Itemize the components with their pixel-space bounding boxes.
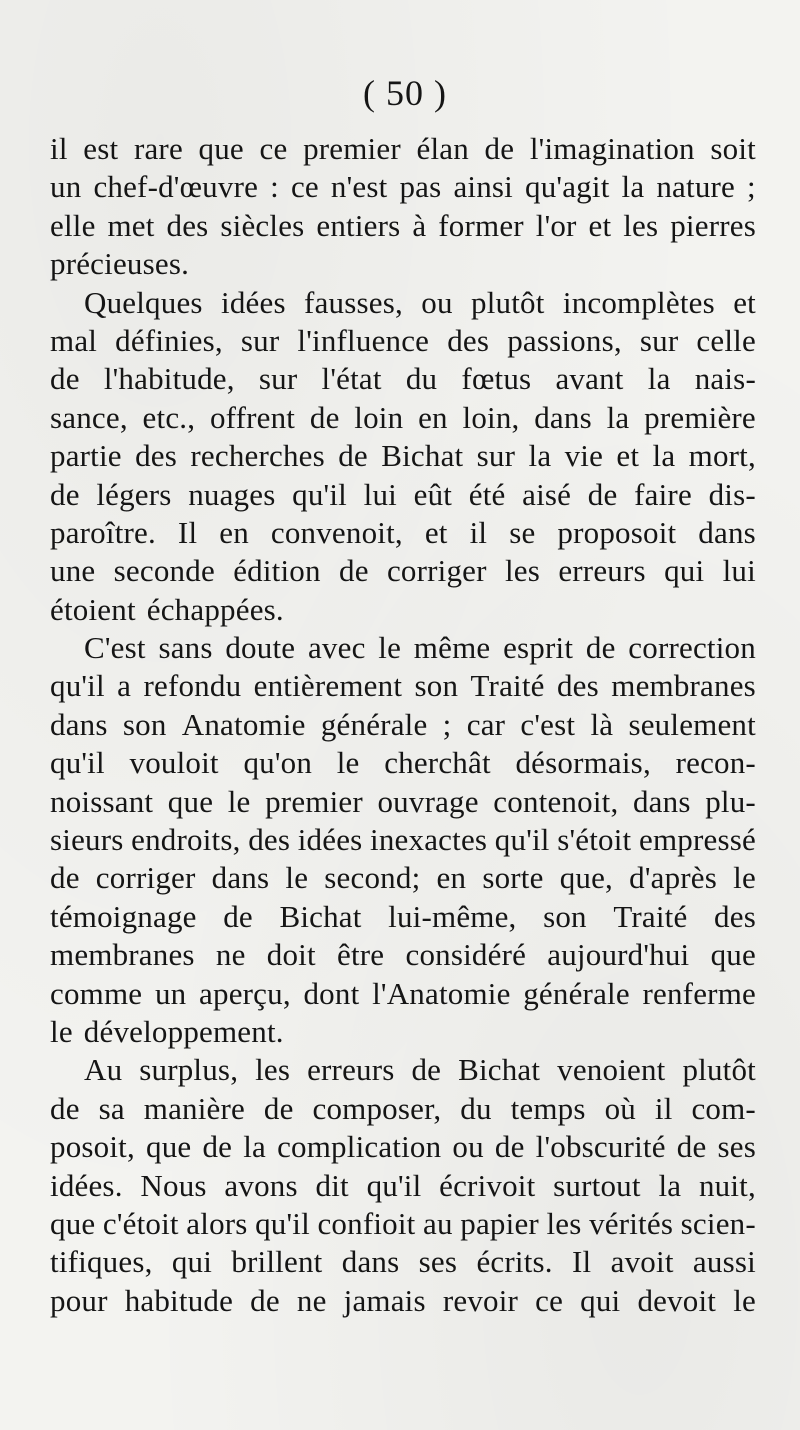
- text-line: tifiques, qui brillent dans ses écrits. Il avoit aussi: [50, 1244, 756, 1280]
- text-line: elle met des siècles entiers à former l'or et les pierres: [50, 207, 756, 243]
- text-line: comme un aperçu, dont l'Anatomie générale renferme: [50, 975, 756, 1011]
- text-line: de sa manière de composer, du temps où il com-: [50, 1090, 756, 1126]
- text-line: dans son Anatomie générale ; car c'est là seulement: [50, 706, 756, 742]
- text-line: il est rare que ce premier élan de l'imagination soit: [50, 131, 756, 166]
- text-line: de corriger dans le second; en sorte que, d'après le: [50, 860, 756, 896]
- text-line: sieurs endroits, des idées inexactes qu'il s'étoit empressé: [50, 822, 756, 858]
- text-line: C'est sans doute avec le même esprit de correction: [84, 630, 756, 666]
- body-text: [50, 130, 756, 1320]
- text-line: membranes ne doit être considéré aujourd'hui que: [50, 937, 756, 973]
- text-line: posoit, que de la complication ou de l'obscurité de ses: [50, 1129, 756, 1165]
- text-line: pour habitude de ne jamais revoir ce qui devoit le: [50, 1282, 756, 1318]
- text-line: sance, etc., offrent de loin en loin, dans la première: [50, 399, 756, 435]
- text-line: le développement.: [50, 1013, 284, 1049]
- text-line: paroître. Il en convenoit, et il se proposoit dans: [50, 514, 756, 550]
- text-line: étoient échappées.: [50, 591, 284, 627]
- text-line: de l'habitude, sur l'état du fœtus avant la nais-: [50, 361, 756, 397]
- text-line: une seconde édition de corriger les erreurs qui lui: [50, 553, 756, 589]
- text-line: mal définies, sur l'influence des passions, sur celle: [50, 322, 756, 358]
- text-line: Au surplus, les erreurs de Bichat venoient plutôt: [84, 1052, 756, 1088]
- page-number: ( 50 ): [363, 73, 447, 113]
- text-line: idées. Nous avons dit qu'il écrivoit surtout la nuit,: [50, 1167, 756, 1203]
- text-line: Quelques idées fausses, ou plutôt incomplètes et: [84, 284, 756, 320]
- text-line: noissant que le premier ouvrage contenoit, dans plu-: [50, 783, 756, 819]
- text-line: un chef-d'œuvre : ce n'est pas ainsi qu'agit la nature ;: [50, 169, 756, 205]
- text-line: de légers nuages qu'il lui eût été aisé de faire dis-: [50, 476, 756, 512]
- text-line: témoignage de Bichat lui-même, son Traité des: [50, 898, 756, 934]
- text-line: que c'étoit alors qu'il confioit au papier les vérités scien-: [50, 1205, 756, 1241]
- text-line: précieuses.: [50, 246, 190, 282]
- text-line: qu'il a refondu entièrement son Traité des membranes: [50, 668, 756, 704]
- text-line: qu'il vouloit qu'on le cherchât désormais, recon-: [50, 745, 756, 781]
- text-line: partie des recherches de Bichat sur la vie et la mort,: [50, 438, 756, 474]
